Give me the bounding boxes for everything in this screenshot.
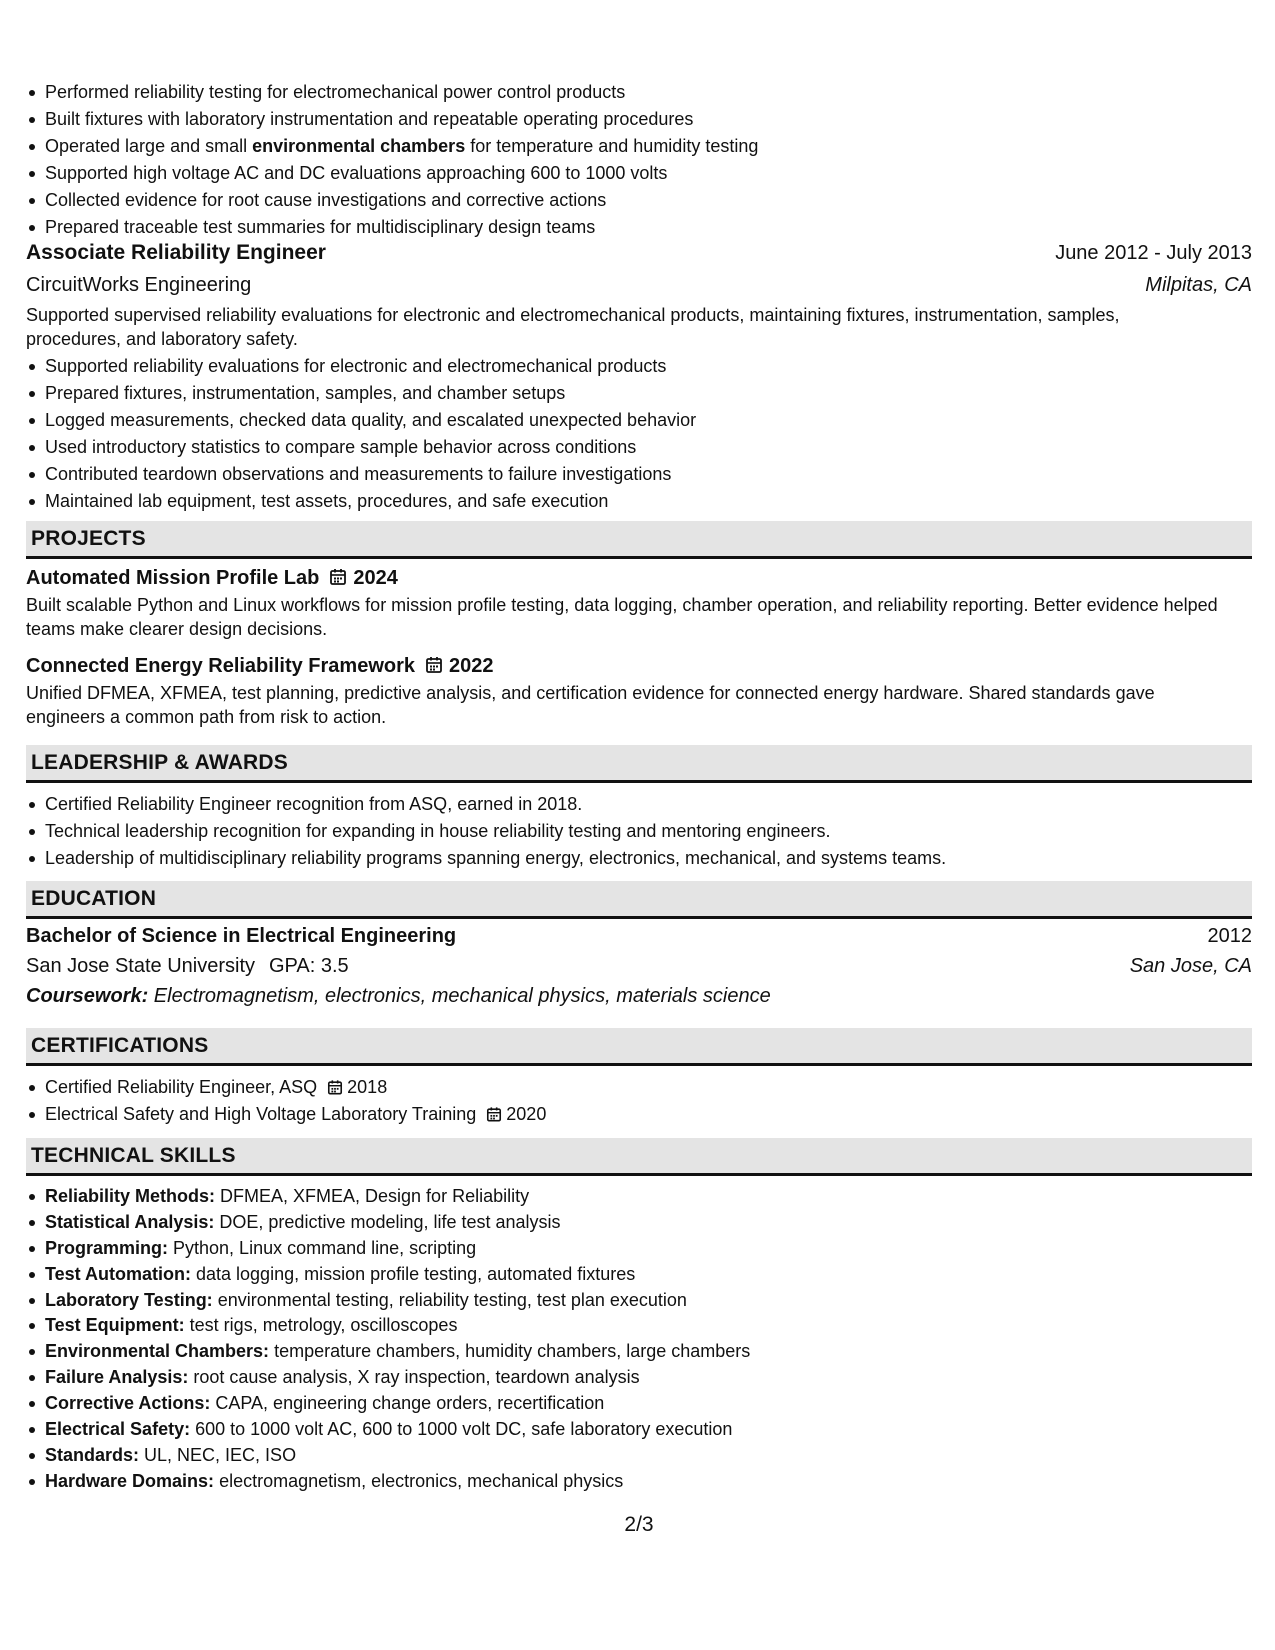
project-title: Connected Energy Reliability Framework	[26, 655, 415, 677]
skill-item	[26, 1183, 750, 1209]
gpa: GPA: 3.5	[269, 955, 349, 977]
skill-item	[26, 1287, 750, 1313]
skill-label: Hardware Domains:	[45, 1470, 215, 1491]
certification-year: 2018	[347, 1077, 388, 1097]
calendar-icon	[425, 653, 443, 683]
section-header-projects	[26, 521, 1252, 559]
section-header-skills	[26, 1138, 1252, 1176]
previous-job-bullets	[26, 79, 1252, 241]
bullet-item: Supported reliability evaluations for electronic and electromechanical products	[26, 353, 1252, 380]
section-title: LEADERSHIP & AWARDS	[31, 751, 288, 774]
project-entry	[26, 651, 1252, 729]
bullet-item: Operated large and small environmental chambers for temperature and humidity testing	[26, 133, 1252, 160]
school-location: San Jose, CA	[1129, 955, 1252, 977]
award-item: Technical leadership recognition for expanding in house reliability testing and mentoring engineers.	[26, 818, 946, 845]
skills-list	[26, 1183, 750, 1494]
skill-item	[26, 1235, 750, 1261]
project-year: 2024	[353, 567, 398, 589]
coursework-label: Coursework:	[26, 985, 149, 1007]
skill-label: Electrical Safety:	[45, 1419, 191, 1440]
project-description: Unified DFMEA, XFMEA, test planning, predictive analysis, and certification evidence for connected energy hardware. Shared standards gave engineers a common path from risk to action.	[26, 683, 1155, 727]
skill-item	[26, 1338, 750, 1364]
page-number: 2/3	[624, 1513, 654, 1536]
skill-label: Reliability Methods:	[45, 1186, 216, 1206]
section-header-education	[26, 881, 1252, 919]
skill-label: Failure Analysis:	[45, 1367, 189, 1388]
skill-value: DOE, predictive modeling, life test analysis	[214, 1211, 561, 1232]
skill-label: Environmental Chambers:	[45, 1341, 270, 1362]
certification-item	[26, 1101, 546, 1128]
coursework	[26, 981, 1252, 1011]
certification-name: Certified Reliability Engineer, ASQ	[45, 1077, 318, 1097]
bullet-item: Supported high voltage AC and DC evaluations approaching 600 to 1000 volts	[26, 160, 1252, 187]
skill-value: DFMEA, XFMEA, Design for Reliability	[215, 1186, 530, 1206]
job-location: Milpitas, CA	[1145, 274, 1252, 296]
job-entry	[26, 237, 1252, 515]
graduation-year: 2012	[1207, 925, 1252, 947]
job-bullets	[26, 353, 1252, 515]
award-item: Leadership of multidisciplinary reliability programs spanning energy, electronics, mechanical, and systems teams.	[26, 845, 946, 872]
bullet-item: Used introductory statistics to compare sample behavior across conditions	[26, 434, 1252, 461]
job-title: Associate Reliability Engineer	[26, 241, 326, 264]
skill-value: temperature chambers, humidity chambers, large chambers	[269, 1341, 751, 1362]
certification-name: Electrical Safety and High Voltage Laboratory Training	[45, 1104, 477, 1124]
skill-value: UL, NEC, IEC, ISO	[139, 1444, 297, 1465]
skill-value: CAPA, engineering change orders, recertification	[210, 1393, 605, 1414]
section-title: TECHNICAL SKILLS	[31, 1144, 236, 1167]
school-name: San Jose State University	[26, 955, 255, 977]
project-year: 2022	[449, 655, 494, 677]
skill-value: environmental testing, reliability testing, test plan execution	[212, 1289, 687, 1310]
school-line	[26, 951, 349, 981]
project-title: Automated Mission Profile Lab	[26, 567, 320, 589]
skill-item	[26, 1364, 750, 1390]
awards-list	[26, 791, 946, 872]
skill-value: data logging, mission profile testing, automated fixtures	[191, 1263, 636, 1284]
section-header-certifications	[26, 1028, 1252, 1066]
bullet-item: Prepared traceable test summaries for multidisciplinary design teams	[26, 214, 1252, 241]
company-name: CircuitWorks Engineering	[26, 274, 252, 296]
skill-label: Corrective Actions:	[45, 1393, 211, 1414]
calendar-icon	[329, 565, 347, 595]
section-title: PROJECTS	[31, 527, 146, 550]
certification-item	[26, 1074, 546, 1101]
skill-item	[26, 1209, 750, 1235]
certifications-list	[26, 1074, 546, 1128]
certification-year: 2020	[506, 1104, 547, 1124]
calendar-icon	[486, 1104, 502, 1131]
bullet-item: Contributed teardown observations and measurements to failure investigations	[26, 461, 1252, 488]
education-entry	[26, 921, 1252, 1011]
calendar-icon	[327, 1077, 343, 1104]
bullet-item: Logged measurements, checked data quality, and escalated unexpected behavior	[26, 407, 1252, 434]
bullet-item: Prepared fixtures, instrumentation, samples, and chamber setups	[26, 380, 1252, 407]
bullet-item: Maintained lab equipment, test assets, procedures, and safe execution	[26, 488, 1252, 515]
skill-label: Test Equipment:	[45, 1315, 185, 1336]
section-title: CERTIFICATIONS	[31, 1034, 209, 1057]
project-description: Built scalable Python and Linux workflows for mission profile testing, data logging, chamber operation, and reliability reporting. Better evidence helped teams make clearer design decisions.	[26, 595, 1218, 639]
skill-value: 600 to 1000 volt AC, 600 to 1000 volt DC, safe laboratory execution	[190, 1419, 733, 1440]
section-title: EDUCATION	[31, 887, 157, 910]
skill-item	[26, 1312, 750, 1338]
skill-item	[26, 1261, 750, 1287]
award-item: Certified Reliability Engineer recognition from ASQ, earned in 2018.	[26, 791, 946, 818]
skill-label: Test Automation:	[45, 1263, 191, 1284]
skill-label: Standards:	[45, 1444, 140, 1465]
project-entry	[26, 563, 1252, 641]
skill-item	[26, 1390, 750, 1416]
coursework-list: Electromagnetism, electronics, mechanical physics, materials science	[148, 985, 771, 1007]
skill-value: electromagnetism, electronics, mechanical physics	[214, 1470, 624, 1491]
section-header-leadership	[26, 745, 1252, 783]
skill-label: Statistical Analysis:	[45, 1211, 215, 1232]
skill-label: Laboratory Testing:	[45, 1289, 213, 1310]
resume-page	[26, 0, 1252, 1650]
skill-label: Programming:	[45, 1237, 169, 1258]
skill-item	[26, 1416, 750, 1442]
skill-value: root cause analysis, X ray inspection, teardown analysis	[188, 1367, 640, 1388]
degree: Bachelor of Science in Electrical Engineering	[26, 925, 457, 947]
bullet-item: Collected evidence for root cause investigations and corrective actions	[26, 187, 1252, 214]
bullet-item: Performed reliability testing for electromechanical power control products	[26, 79, 1252, 106]
bullet-item: Built fixtures with laboratory instrumentation and repeatable operating procedures	[26, 106, 1252, 133]
skill-value: Python, Linux command line, scripting	[168, 1237, 477, 1258]
skill-item	[26, 1468, 750, 1494]
job-dates: June 2012 - July 2013	[1055, 242, 1252, 264]
job-summary: Supported supervised reliability evaluations for electronic and electromechanical products, maintaining fixtures, instrumentation, samples, procedures, and laboratory safety.	[26, 305, 1120, 349]
skill-value: test rigs, metrology, oscilloscopes	[184, 1315, 458, 1336]
skill-item	[26, 1442, 750, 1468]
